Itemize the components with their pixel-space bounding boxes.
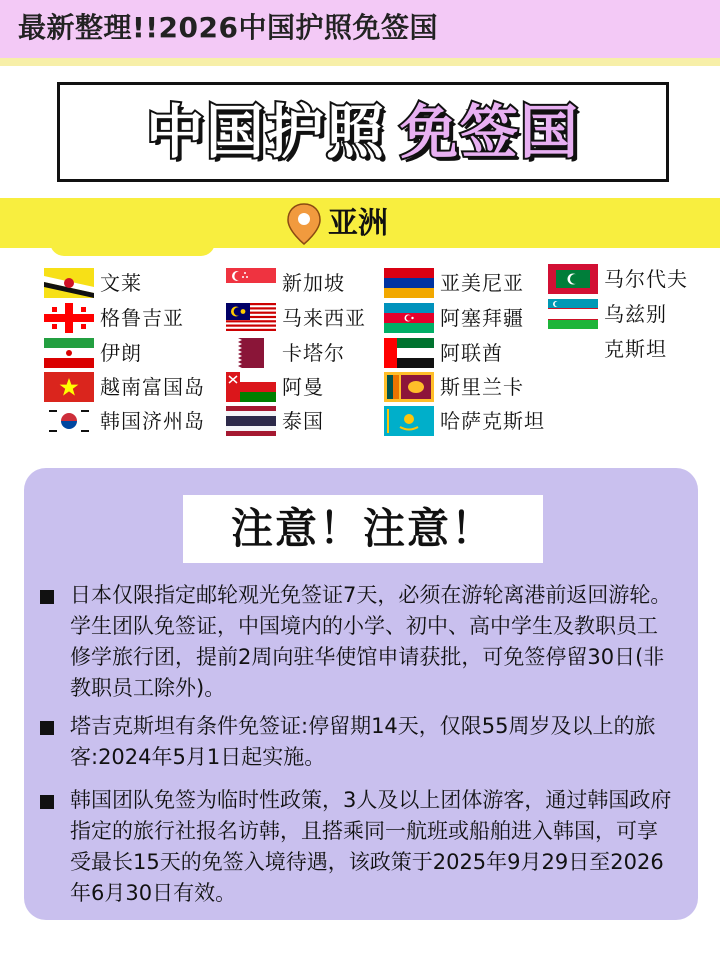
country-name: 斯里兰卡 xyxy=(440,375,524,399)
country-name: 越南富国岛 xyxy=(100,375,205,399)
country-item xyxy=(548,332,667,366)
region-bar-tab xyxy=(50,236,215,256)
country-name: 阿塞拜疆 xyxy=(440,306,524,330)
bullet-icon xyxy=(40,721,54,735)
country-item xyxy=(44,370,205,404)
notice-item xyxy=(40,711,680,773)
uzbekistan-flag-icon xyxy=(548,299,598,329)
country-item xyxy=(44,336,142,370)
country-name: 卡塔尔 xyxy=(282,341,345,365)
notice-item xyxy=(40,785,680,909)
armenia-flag-icon xyxy=(384,268,434,298)
brunei-flag-icon xyxy=(44,268,94,298)
notice-title-box xyxy=(183,495,543,563)
country-item xyxy=(384,404,545,438)
country-item xyxy=(226,370,324,404)
country-name: 乌兹别 xyxy=(604,302,667,326)
country-item xyxy=(384,370,524,404)
bullet-icon xyxy=(40,590,54,604)
country-item xyxy=(226,404,324,438)
country-name: 阿联酋 xyxy=(440,341,503,365)
title-part-b: 免签国 xyxy=(400,98,581,166)
notice-text: 韩国团队免签为临时性政策，3人及以上团体游客，通过韩国政府指定的旅行社报名访韩，且搭乘同一航班或船舶进入韩国，可享受最长15天的免签入境待遇，该政策于2025年9月29日至2026年6月30日有效。 xyxy=(70,788,672,905)
country-item xyxy=(44,266,142,300)
title-part-a: 中国护照 xyxy=(145,98,386,166)
country-item xyxy=(226,266,345,300)
oman-flag-icon xyxy=(226,372,276,402)
sri-lanka-flag-icon xyxy=(384,372,434,402)
notice-item xyxy=(40,580,680,704)
notice-text: 塔吉克斯坦有条件免签证:停留期14天，仅限55周岁及以上的旅客:2024年5月1日起实施。 xyxy=(70,714,656,769)
region-label: 亚洲 xyxy=(328,206,388,241)
country-name: 哈萨克斯坦 xyxy=(440,409,545,433)
country-item xyxy=(384,301,524,335)
thailand-flag-icon xyxy=(226,406,276,436)
notice-text: 日本仅限指定邮轮观光免签证7天，必须在游轮离港前返回游轮。学生团队免签证，中国境内的小学、初中、高中学生及教职员工修学旅行团，提前2周向驻华使馆申请获批，可免签停留30日(非教职员工除外)。 xyxy=(70,583,672,700)
banner-title: 最新整理!!2026中国护照免签国 xyxy=(18,11,438,44)
top-banner xyxy=(0,0,720,58)
location-pin-icon xyxy=(286,202,322,246)
country-name: 亚美尼亚 xyxy=(440,271,524,295)
country-name: 新加坡 xyxy=(282,271,345,295)
banner-stripe xyxy=(0,58,720,66)
vietnam-flag-icon xyxy=(44,372,94,402)
title-box xyxy=(57,82,669,182)
qatar-flag-icon xyxy=(226,338,276,368)
country-name: 格鲁吉亚 xyxy=(100,306,184,330)
country-name: 泰国 xyxy=(282,409,324,433)
country-item xyxy=(44,301,184,335)
uae-flag-icon xyxy=(384,338,434,368)
iran-flag-icon xyxy=(44,338,94,368)
country-item xyxy=(226,336,345,370)
notice-title: 注意！注意！ xyxy=(230,504,495,553)
country-name: 马尔代夫 xyxy=(604,267,688,291)
country-name: 伊朗 xyxy=(100,341,142,365)
kazakhstan-flag-icon xyxy=(384,406,434,436)
country-item xyxy=(384,266,524,300)
country-name: 文莱 xyxy=(100,271,142,295)
country-item xyxy=(548,297,667,331)
country-name: 阿曼 xyxy=(282,375,324,399)
malaysia-flag-icon xyxy=(226,303,276,333)
flag-placeholder xyxy=(548,334,598,364)
korea-flag-icon xyxy=(44,406,94,436)
country-name: 克斯坦 xyxy=(604,337,667,361)
country-item xyxy=(548,262,688,296)
maldives-flag-icon xyxy=(548,264,598,294)
georgia-flag-icon xyxy=(44,303,94,333)
country-item xyxy=(226,301,366,335)
country-item xyxy=(384,336,503,370)
country-name: 韩国济州岛 xyxy=(100,409,205,433)
country-item xyxy=(44,404,205,438)
singapore-flag-icon xyxy=(226,268,276,298)
country-name: 马来西亚 xyxy=(282,306,366,330)
azerbaijan-flag-icon xyxy=(384,303,434,333)
bullet-icon xyxy=(40,795,54,809)
